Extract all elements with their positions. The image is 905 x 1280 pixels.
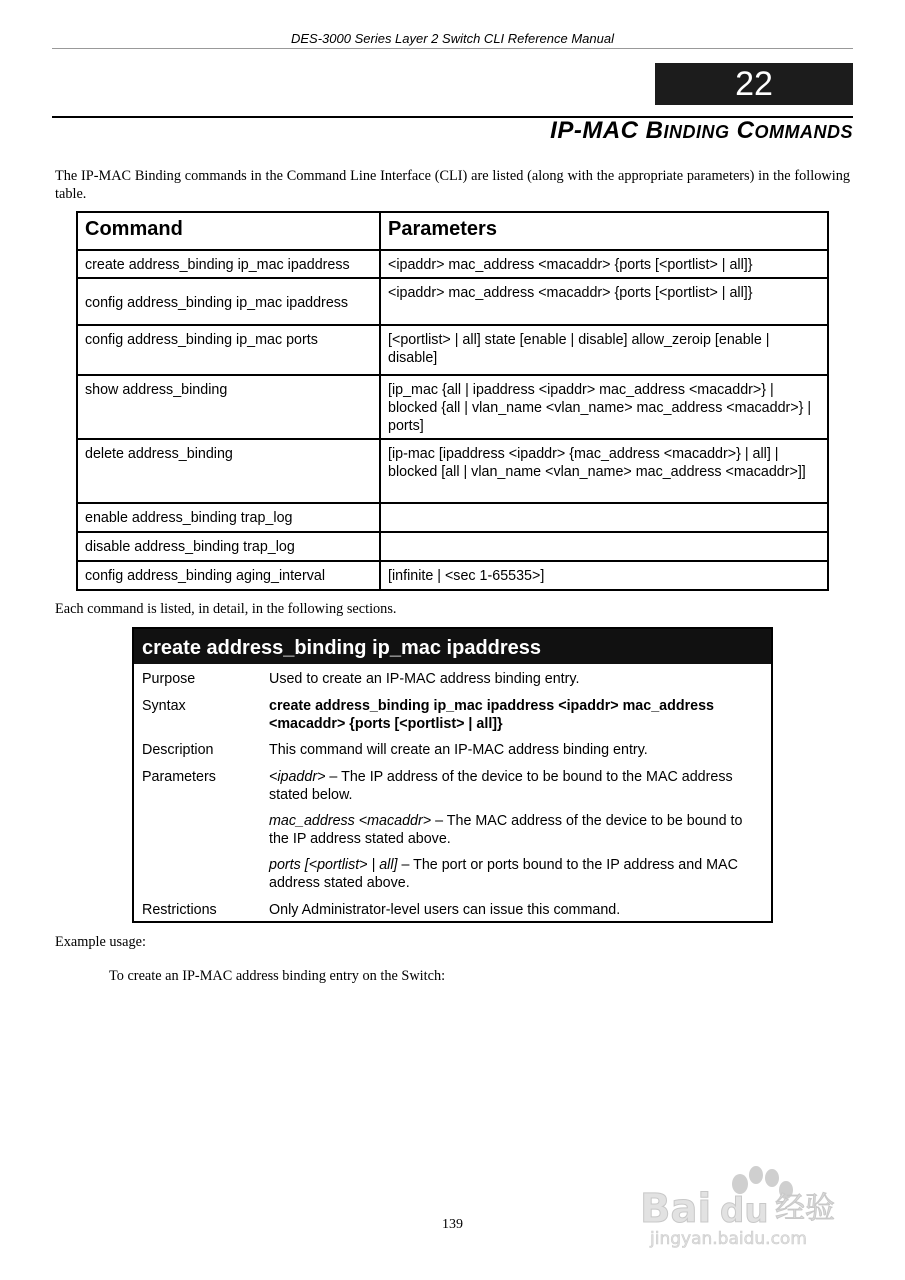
parameters-cell: <ipaddr> mac_address <macaddr> {ports [<portlist> | all]} <box>380 250 828 278</box>
purpose-label: Purpose <box>142 671 196 687</box>
syntax-value: create address_binding ip_mac ipaddress <ipaddr> mac_address <macaddr> {ports [<portlist> | all]} <box>269 698 714 732</box>
parameter-item: ports [<portlist> | all] – The port or ports bound to the IP address and MAC address stated above. <box>269 857 738 891</box>
table-row <box>77 503 828 532</box>
parameter-name: <ipaddr> <box>269 769 326 785</box>
command-cell: config address_binding ip_mac ports <box>77 325 380 375</box>
description-label: Description <box>142 742 214 758</box>
parameter-item: mac_address <macaddr> – The MAC address of the device to be bound to the IP address stated above. <box>269 813 743 847</box>
svg-text:du: du <box>720 1191 769 1231</box>
header-parameters: Parameters <box>380 212 828 250</box>
example-text: To create an IP-MAC address binding entry on the Switch: <box>109 968 446 984</box>
command-cell: enable address_binding trap_log <box>77 503 380 532</box>
chapter-number: 22 <box>655 63 853 105</box>
svg-text:经验: 经验 <box>775 1191 835 1226</box>
header-rule <box>52 48 853 49</box>
running-header: DES-3000 Series Layer 2 Switch CLI Reference Manual <box>291 31 614 46</box>
table-row <box>77 532 828 561</box>
restrictions-label: Restrictions <box>142 902 217 918</box>
table-row <box>77 561 828 590</box>
parameters-cell <box>380 532 828 561</box>
table-row <box>77 325 828 375</box>
example-label: Example usage: <box>55 934 146 950</box>
header-command: Command <box>77 212 380 250</box>
parameter-name: ports [<portlist> | all] <box>269 857 398 873</box>
after-table-text: Each command is listed, in detail, in the following sections. <box>55 601 397 617</box>
table-row <box>77 250 828 278</box>
svg-text:jingyan.baidu.com: jingyan.baidu.com <box>650 1229 807 1249</box>
command-cell: disable address_binding trap_log <box>77 532 380 561</box>
parameters-cell: [infinite | <sec 1-65535>] <box>380 561 828 590</box>
parameters-cell <box>380 503 828 532</box>
parameters-cell: <ipaddr> mac_address <macaddr> {ports [<portlist> | all]} <box>380 278 828 325</box>
chapter-title: IP-MAC BINDING COMMANDS <box>550 117 853 144</box>
parameter-item: <ipaddr> – The IP address of the device to be bound to the MAC address stated below. <box>269 769 733 803</box>
command-cell: create address_binding ip_mac ipaddress <box>77 250 380 278</box>
parameters-label: Parameters <box>142 769 216 785</box>
table-row <box>77 439 828 503</box>
description-value: This command will create an IP-MAC address binding entry. <box>269 742 648 758</box>
table-row <box>77 375 828 439</box>
syntax-label: Syntax <box>142 698 186 714</box>
svg-text:Bai: Bai <box>640 1186 712 1232</box>
command-cell: config address_binding aging_interval <box>77 561 380 590</box>
command-cell: delete address_binding <box>77 439 380 503</box>
parameters-cell: [<portlist> | all] state [enable | disable] allow_zeroip [enable | disable] <box>380 325 828 375</box>
page-number: 139 <box>442 1217 463 1232</box>
table-row <box>77 278 828 325</box>
detail-title: create address_binding ip_mac ipaddress <box>134 629 771 664</box>
command-cell: show address_binding <box>77 375 380 439</box>
command-detail-box <box>132 627 773 923</box>
restrictions-value: Only Administrator-level users can issue this command. <box>269 902 621 918</box>
command-cell: config address_binding ip_mac ipaddress <box>77 278 380 325</box>
parameters-cell: [ip_mac {all | ipaddress <ipaddr> mac_address <macaddr>} | blocked {all | vlan_name <vlan_name> mac_address <macaddr>} | ports] <box>380 375 828 439</box>
parameters-cell: [ip-mac [ipaddress <ipaddr> {mac_address <macaddr>} | all] | blocked [all | vlan_name <vlan_name> mac_address <macaddr>]] <box>380 439 828 503</box>
parameter-name: mac_address <macaddr> <box>269 813 432 829</box>
intro-paragraph: The IP-MAC Binding commands in the Command Line Interface (CLI) are listed (along with the appropriate parameters) in the following table. <box>55 168 850 202</box>
baidu-watermark-logo <box>640 1160 855 1250</box>
table-header-row <box>77 212 828 250</box>
command-table <box>76 211 829 591</box>
purpose-value: Used to create an IP-MAC address binding entry. <box>269 671 580 687</box>
